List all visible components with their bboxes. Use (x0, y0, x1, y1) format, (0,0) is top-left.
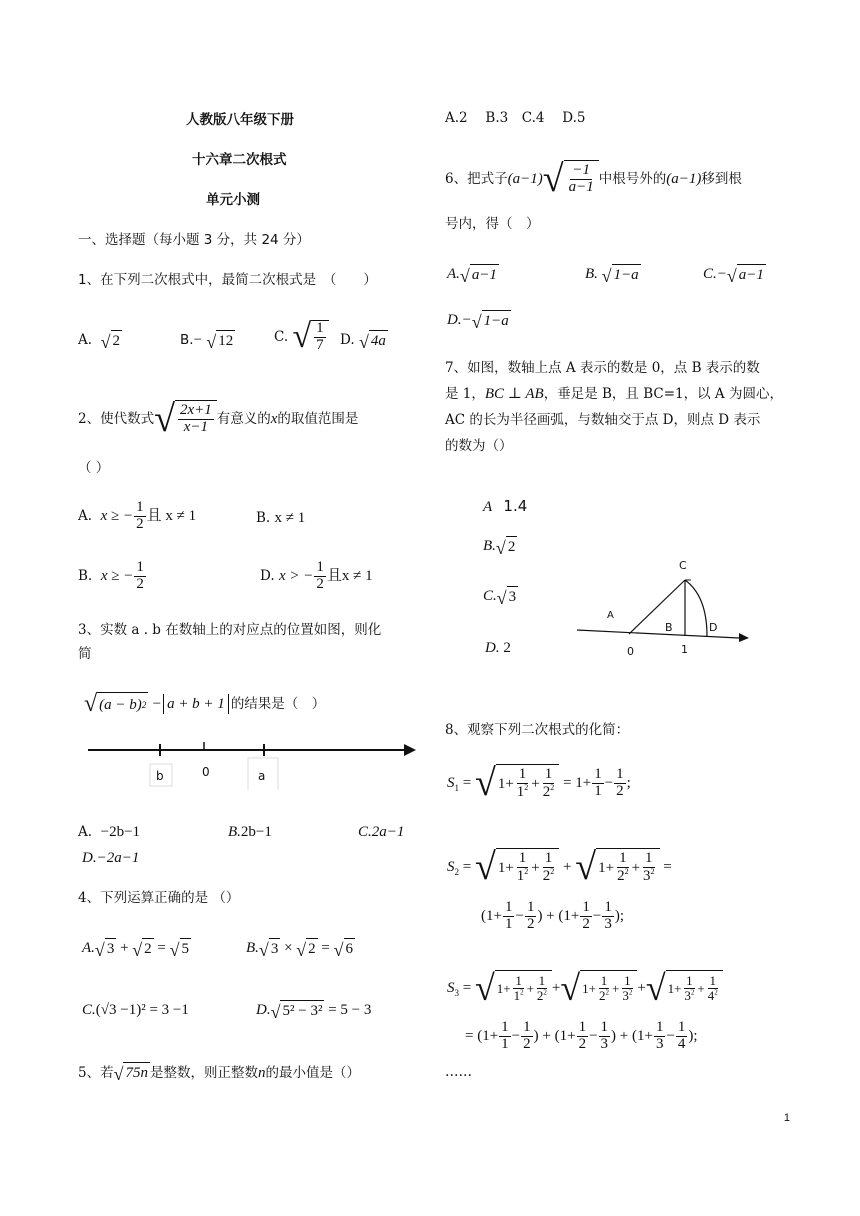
q7-a-label: A (483, 499, 493, 515)
q7-fig-arrow (739, 633, 749, 642)
q3-line1: 3、实数 a . b 在数轴上的对应点的位置如图，则化 (78, 622, 382, 638)
q3-axis-label-a: a (258, 769, 266, 783)
q7-fig-label-b: B (665, 621, 673, 634)
q2-d-frac: $\frac{1}{2}$ (316, 559, 324, 592)
q8-s1-radical: √ 1+ $\frac{1}{1^2}$ + $\frac{1}{2^2}$ (475, 764, 559, 802)
title-line1: 人教版八年级下册 (186, 112, 294, 128)
q3-option-a (78, 822, 140, 842)
q2-option-d (260, 560, 373, 593)
q3-c-expr: 2a−1 (371, 824, 405, 840)
q1-d-label: D. (340, 332, 355, 348)
q8-s1-sub: 1 (454, 783, 459, 793)
q2-c-frac: $\frac{1}{2}$ (136, 559, 144, 592)
q7-line3: AC 的长为半径画弧，与数轴交于点 D，则点 D 表示 (445, 412, 761, 428)
q1-c-radical: √ $\frac{1}{7}$ (292, 320, 328, 354)
q2-post2: 的取值范围是 (277, 411, 359, 427)
q3-a-label: A. (78, 824, 93, 840)
q8-stem: 8、观察下列二次根式的化简： (445, 722, 630, 738)
q7-d-label: D. (485, 640, 500, 656)
q7-option-b: B. √ 2 (483, 538, 516, 559)
q6-c-minus: − (716, 266, 727, 282)
q3-line2: 简 (78, 646, 92, 662)
q6-mid: 中根号外的 (598, 171, 667, 187)
q5-mid: 是整数，则正整数 (149, 1064, 258, 1081)
q3-c-label: C. (358, 824, 372, 840)
q2-post: 有意义的 (216, 411, 271, 427)
q2-b-expr: x ≠ 1 (274, 510, 306, 526)
q1-b-label: B. (180, 332, 194, 348)
q8-s1: S $_1$ = √ 1+ $\frac{1}{1^2}$ + $\frac{1}{2^2}$ = 1+ $\frac{1}{1}$ − $\frac{1}{2}$ ; (447, 762, 631, 804)
q2-option-c (78, 560, 147, 593)
q4-option-c (82, 1000, 189, 1020)
q7-b-label: B. (483, 538, 496, 554)
q2-d-tail: 且x ≠ 1 (326, 568, 373, 585)
q1-stem: 1、在下列二次根式中，最简二次根式是 （ ） (78, 272, 377, 288)
q6-option-b: B. √ 1−a (585, 266, 639, 287)
q4-a-label: A. (82, 940, 95, 956)
q4-stem: 4、下列运算正确的是 （） (78, 890, 240, 906)
q3-number-line (86, 738, 418, 790)
q7-option-c: C. √ 3 (483, 588, 517, 609)
q8-s2-symbol: S (447, 859, 455, 875)
q7-bc-ab: BC ⊥ AB (484, 386, 544, 402)
q1-c-label: C. (274, 329, 289, 345)
q2-option-b (256, 508, 305, 528)
q8-s2-result: (1+ $\frac{1}{1}$ − $\frac{1}{2}$ ) + (1+ $\frac{1}{2}$ − $\frac{1}{3}$ ); (481, 899, 624, 932)
q8-s2-sub: 2 (454, 867, 459, 877)
q3-abs: a + b + 1 (163, 694, 229, 714)
q7-line2-b: ，垂足是 B，且 BC=1，以 A 为圆心， (543, 386, 783, 402)
q6-factor2: (a−1) (666, 171, 702, 187)
q6-option-a: A. √ a−1 (447, 266, 497, 287)
q3-b-label: B. (228, 824, 241, 840)
q3-axis-label-0: 0 (202, 765, 210, 779)
q7-fig-arc (685, 580, 707, 636)
section-heading: 一、选择题（每小题 3 分，共 24 分） (78, 232, 310, 248)
q4-b-label: B. (246, 940, 259, 956)
q7-line1: 7、如图，数轴上点 A 表示的数是 0，点 B 表示的数 (445, 360, 760, 376)
q6-c-label: C. (703, 266, 717, 282)
q2-stem (78, 400, 358, 438)
q5-pre: 5、若 (78, 1064, 114, 1081)
q1-options (78, 330, 122, 351)
q7-fig-label-1: 1 (681, 643, 688, 656)
q4-option-a: A. √ 3 + √ 2 = √ 5 (82, 940, 190, 961)
q6-option-c: C.− √ a−1 (703, 266, 764, 287)
q2-pre: 2、使代数式 (78, 411, 155, 427)
q8-s3: S $_3$ = √ 1+ $\frac{1}{1^2}$ + $\frac{1}{2^2}$ + √ 1+ $\frac{1}{2^2}$ + $\frac{1}{3^2}$ + √ 1+ $\frac{1}{3^2}$ + $\frac{1}{4^2}$ (447, 970, 723, 1006)
q7-fig-label-c: C (679, 559, 687, 572)
q3-option-b (228, 822, 272, 842)
q3-dash: − (152, 696, 162, 712)
q1-d-option (340, 330, 388, 351)
q7-c-label: C. (483, 588, 497, 604)
q2-a-tail: 且 x ≠ 1 (146, 508, 197, 525)
q7-d-val: 2 (503, 640, 511, 656)
page-number: 1 (783, 1112, 790, 1124)
q4-option-b: B. √ 3 × √ 2 = √ 6 (246, 940, 354, 961)
q8-s3-result: = (1+ $\frac{1}{1}$ − $\frac{1}{2}$ ) + (1+ $\frac{1}{2}$ − $\frac{1}{3}$ ) + (1+ $\frac{1}{3}$ − $\frac{1}{4}$ ); (465, 1019, 698, 1052)
q7-line2 (445, 384, 783, 404)
q2-d-expr: x > − (278, 568, 314, 585)
q6-a-label: A. (447, 266, 460, 282)
q7-fig-ac (629, 580, 685, 634)
q3-option-d (82, 848, 139, 868)
q4-c-label: C. (82, 1002, 96, 1018)
q1-c-option (274, 320, 329, 354)
q4-c-expr: (√3 −1)² = 3 −1 (95, 1002, 189, 1018)
q2-c-expr: x ≥ − (100, 568, 134, 585)
title-line2: 十六章二次根式 (192, 152, 287, 168)
q6-b-label: B. (585, 266, 598, 282)
q6-factor: (a−1) (507, 171, 543, 187)
q3-axis-label-b: b (156, 769, 164, 783)
q3-a-expr: −2b−1 (100, 824, 141, 840)
q5-radical: √ 75n (113, 1064, 148, 1084)
q3-tail: 的结果是（ ） (230, 696, 326, 712)
q5-stem (78, 1062, 360, 1083)
q5-n: n (257, 1064, 266, 1081)
q3-expression (84, 692, 325, 716)
q2-blank: （ ） (78, 460, 110, 476)
q7-option-a (483, 496, 527, 517)
q5-options: A.2 B.3 C.4 D.5 (445, 110, 586, 126)
q1-a-radical: √ 2 (100, 332, 121, 352)
q3-d-label: D. (82, 850, 97, 866)
q6-d-label: D. (447, 312, 462, 328)
q5-post: 的最小值是（） (265, 1064, 360, 1081)
q1-b-radical: √ 12 (206, 332, 234, 352)
q7-line2-a: 是 1， (445, 386, 485, 402)
q2-d-label: D. (260, 568, 275, 585)
q2-a-label: A. (78, 508, 93, 525)
q2-x: x (270, 411, 278, 427)
q3-radical: √ (a − b) 2 (84, 691, 147, 717)
q2-a-expr: x ≥ − (100, 508, 134, 525)
q1-b-option (180, 330, 235, 351)
q6-line2: 号内，得（ ） (445, 216, 540, 232)
title-line3: 单元小测 (206, 192, 260, 208)
q2-a-frac: $\frac{1}{2}$ (136, 499, 144, 532)
q7-option-d (485, 638, 511, 658)
q6-stem (445, 160, 742, 198)
q1-b-minus: − (193, 332, 203, 348)
q2-option-a (78, 500, 196, 533)
q8-s3-sub: 3 (454, 988, 459, 998)
q7-fig-label-d: D (709, 621, 718, 634)
q7-fig-label-a: A (607, 610, 614, 621)
q6-option-d: D.− √ 1−a (447, 312, 509, 333)
q1-d-radical: √ 4a (358, 332, 386, 352)
q3-d-expr: −2a−1 (96, 850, 140, 866)
q7-fig-label-0: 0 (627, 645, 634, 658)
q6-radical: √ $\frac{-1}{a-1}$ (543, 160, 599, 198)
q8-s1-symbol: S (447, 775, 455, 791)
q4-option-d: D. √ 5² − 3² = 5 − 3 (256, 1002, 372, 1023)
q8-s2: S $_2$ = √ 1+ $\frac{1}{1^2}$ + $\frac{1}{2^2}$ + √ 1+ $\frac{1}{2^2}$ + $\frac{1}{3^2}$ = (447, 846, 672, 888)
q2-c-label: B. (78, 568, 93, 585)
q6-d-minus: − (461, 312, 472, 328)
q3-axis-arrow (404, 744, 416, 756)
q4-d-tail: = 5 − 3 (328, 1002, 372, 1018)
q8-s3-symbol: S (447, 980, 455, 996)
q7-a-val: 1.4 (503, 497, 528, 515)
q1-a-label: A. (78, 332, 93, 348)
q4-d-label: D. (256, 1002, 271, 1018)
q8-ellipsis: …… (445, 1064, 472, 1080)
q3-option-c (358, 822, 404, 842)
q2-radical: √ $\frac{2x+1}{x-1}$ (154, 400, 217, 438)
q3-b-expr: 2b−1 (240, 824, 272, 840)
q2-b-label: B. (256, 510, 271, 526)
q7-line4: 的数为（） (445, 438, 513, 454)
q6-post: 移到根 (701, 171, 742, 187)
q6-pre: 6、把式子 (445, 171, 508, 187)
